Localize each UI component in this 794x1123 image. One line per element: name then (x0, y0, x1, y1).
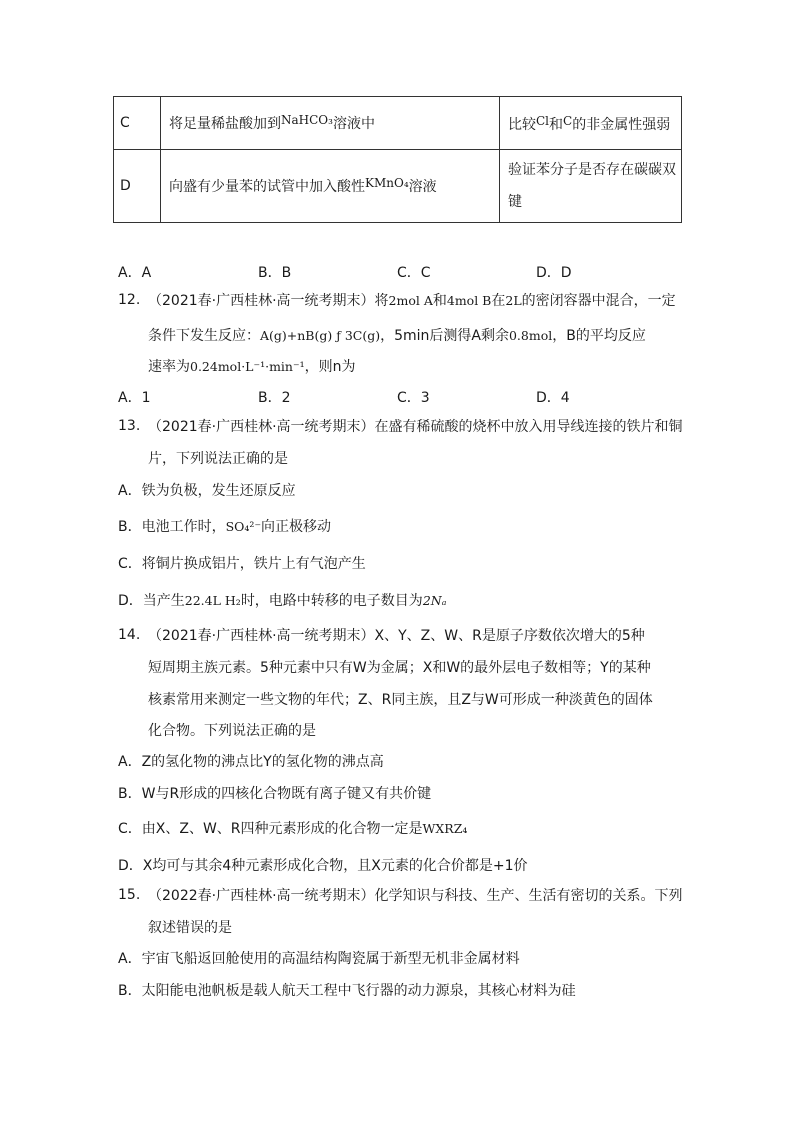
question-number: 14. (118, 627, 141, 643)
text: D．当产生 (118, 593, 185, 609)
text: ，B的平均反应 (552, 328, 646, 344)
question-text: 叙述错误的是 (148, 920, 232, 936)
option-d (118, 590, 446, 610)
math-expr: A(g)+nB(g) ƒ 3C(g) (260, 328, 381, 343)
purpose-text: 的非金属性强弱 (572, 117, 671, 133)
question-text: 核素常用来测定一些文物的年代；Z、R同主族，且Z与W可形成一种淡黄色的固体 (148, 692, 653, 708)
question-text: 化合物。下列说法正确的是 (148, 723, 316, 739)
math-expr: 2mol A (388, 293, 433, 308)
purpose-cell (500, 97, 682, 150)
option-c (118, 818, 467, 838)
option-d: D．D (536, 265, 572, 281)
text: 向正极移动 (261, 519, 332, 535)
text: 条件下发生反应： (148, 328, 260, 344)
question-text (148, 356, 355, 376)
text: C．由X、Z、W、R四种元素形成的化合物一定是 (118, 821, 423, 837)
operation-cell (161, 150, 500, 223)
text: 时，电路中转移的电子数目为 (240, 593, 423, 609)
operation-text: 溶液中 (332, 116, 375, 132)
option-b: B．B (258, 265, 292, 281)
option-a: A．铁为负极，发生还原反应 (118, 483, 296, 499)
option-c: C．3 (397, 390, 430, 406)
table-row (114, 97, 682, 150)
text: B．电池工作时， (118, 519, 226, 535)
chem-symbol: C (563, 114, 573, 128)
option-c: C．将铜片换成铝片，铁片上有气泡产生 (118, 556, 366, 572)
row-label: D (114, 150, 161, 223)
option-a: A．Z的氢化物的沸点比Y的氢化物的沸点高 (118, 754, 384, 770)
operation-text: 溶液 (408, 179, 437, 195)
question-text: 短周期主族元素。5种元素中只有W为金属；X和W的最外层电子数相等；Y的某种 (148, 660, 651, 676)
chem-formula: NaHCO₃ (281, 113, 333, 127)
chem-formula: 2Nₐ (422, 593, 447, 608)
options-table (113, 96, 682, 223)
purpose-text: 和 (549, 117, 564, 133)
purpose-text: 验证苯分子是否存在碳碳双 (508, 162, 676, 178)
purpose-text: 比较 (508, 117, 536, 133)
operation-text: 将足量稀盐酸加到 (169, 116, 281, 132)
math-expr: 4mol B (446, 293, 492, 308)
option-c: C．C (397, 265, 431, 281)
text: 和 (432, 293, 447, 309)
purpose-text: 键 (508, 194, 522, 210)
question-text (148, 290, 676, 310)
math-expr: 0.8mol (508, 328, 553, 343)
text: 的密闭容器中混合，一定 (521, 293, 676, 309)
question-text: （2021春·广西桂林·高一统考期末）X、Y、Z、W、R是原子序数依次增大的5种 (148, 628, 645, 644)
math-expr: 2L (505, 293, 522, 308)
math-expr: 0.24mol·L⁻¹·min⁻¹ (190, 359, 305, 374)
option-b (118, 516, 331, 536)
text: ，5min后测得A剩余 (380, 328, 509, 344)
option-a: A．A (118, 265, 152, 281)
text: ，则n为 (304, 359, 356, 375)
option-b: B．W与R形成的四核化合物既有离子键又有共价键 (118, 786, 432, 802)
chem-formula: KMnO₄ (365, 176, 409, 190)
question-number: 15. (118, 887, 141, 903)
operation-text: 向盛有少量苯的试管中加入酸性 (169, 179, 365, 195)
option-b: B．2 (258, 390, 291, 406)
text: （2021春·广西桂林·高一统考期末）将 (148, 293, 389, 309)
option-a: A．1 (118, 390, 151, 406)
chem-formula: WXRZ₄ (422, 821, 468, 836)
question-number: 12. (118, 292, 141, 308)
question-text: （2021春·广西桂林·高一统考期末）在盛有稀硫酸的烧杯中放入用导线连接的铁片和铜 (148, 419, 683, 435)
question-text: 片，下列说法正确的是 (148, 451, 288, 467)
operation-cell (161, 97, 500, 150)
row-label: C (114, 97, 161, 150)
option-a: A．宇宙飞船返回舱使用的高温结构陶瓷属于新型无机非金属材料 (118, 951, 520, 967)
question-text: （2022春·广西桂林·高一统考期末）化学知识与科技、生产、生活有密切的关系。下列 (148, 888, 683, 904)
text: 速率为 (148, 359, 190, 375)
chem-formula: SO₄²⁻ (225, 519, 262, 534)
chem-symbol: Cl (536, 114, 550, 128)
option-d: D．4 (536, 390, 570, 406)
question-text (148, 325, 646, 345)
purpose-cell (500, 150, 682, 223)
text: 在 (491, 293, 506, 309)
option-b: B．太阳能电池帆板是载人航天工程中飞行器的动力源泉，其核心材料为硅 (118, 983, 576, 999)
option-d: D．X均可与其余4种元素形成化合物，且X元素的化合价都是+1价 (118, 858, 528, 874)
chem-formula: 22.4L H₂ (184, 593, 241, 608)
question-number: 13. (118, 418, 141, 434)
table-row (114, 150, 682, 223)
